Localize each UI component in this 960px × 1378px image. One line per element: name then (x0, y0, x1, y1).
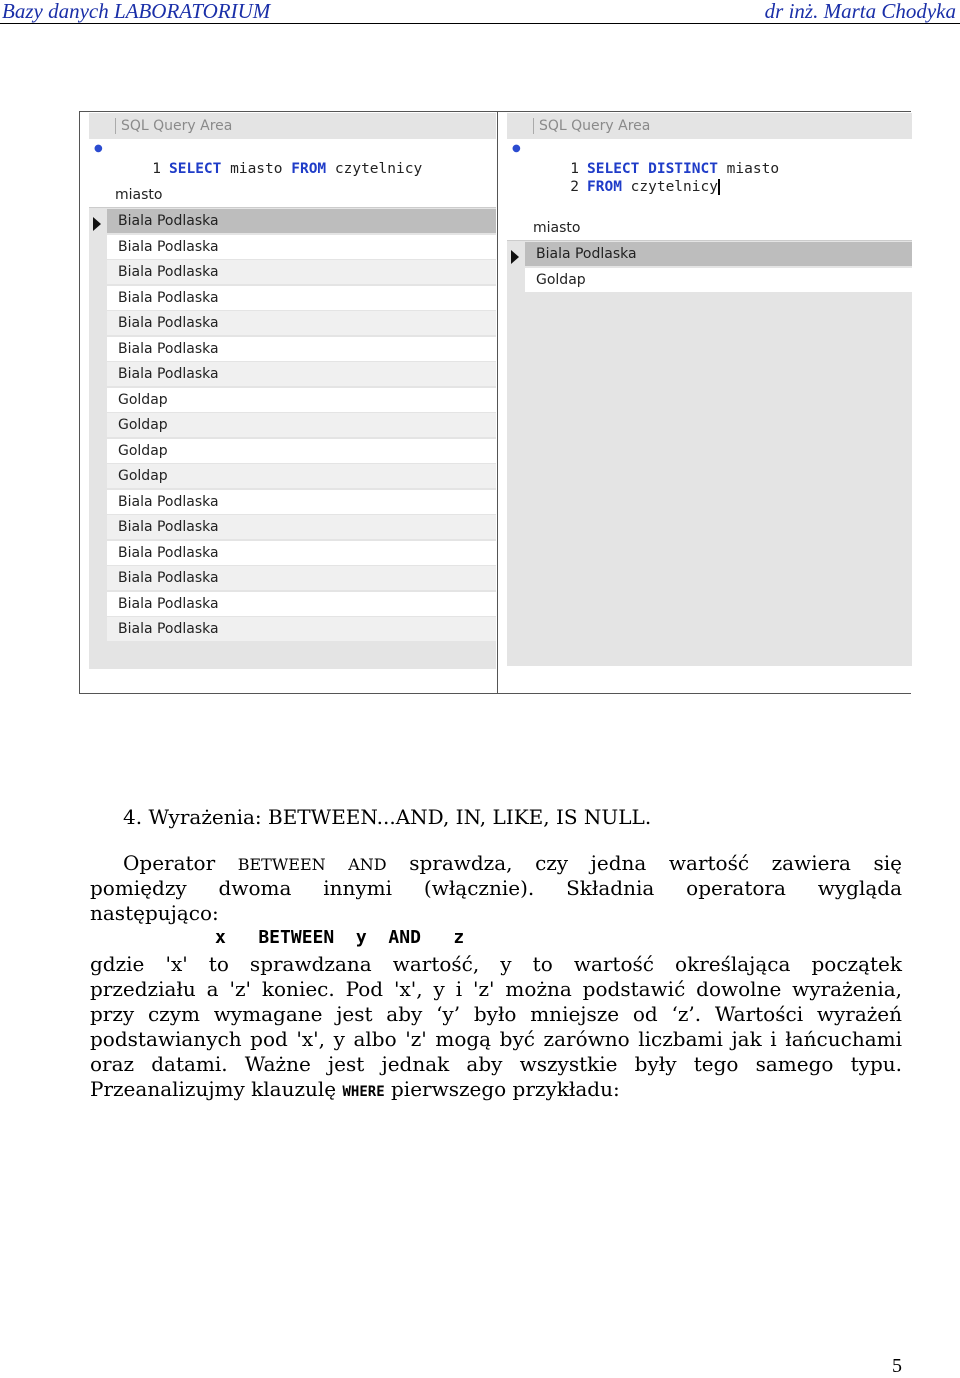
table-row[interactable]: Goldap (107, 439, 496, 464)
table-row[interactable]: Goldap (107, 388, 496, 413)
header-course-title: Bazy danych LABORATORIUM (2, 0, 271, 23)
table-row[interactable]: Biala Podlaska (107, 311, 496, 336)
table-row[interactable]: Biala Podlaska (525, 242, 912, 267)
sql-keyword: SELECT DISTINCT (587, 161, 718, 177)
left-query-panel (80, 112, 498, 693)
table-row[interactable]: Biala Podlaska (107, 209, 496, 234)
page-number: 5 (892, 1355, 902, 1377)
sql-editor[interactable] (507, 139, 912, 209)
code-line (89, 142, 423, 177)
keyword-and: AND (348, 855, 387, 874)
paragraph-line: przy czym wymagane jest aby ‘y’ było mniejsze od ‘z’. Wartości wyrażeń (90, 1002, 902, 1026)
keyword-where: WHERE (342, 1084, 385, 1100)
line-number: 2 (570, 179, 579, 195)
code-line (507, 142, 780, 177)
header-author: dr inż. Marta Chodyka (764, 0, 956, 23)
paragraph-line: Przeanalizujmy klauzulę WHERE pierwszego przykładu: (90, 1077, 620, 1101)
table-row[interactable]: Biala Podlaska (107, 337, 496, 362)
line-number: 1 (570, 161, 579, 177)
section-heading: 4. Wyrażenia: BETWEEN...AND, IN, LIKE, IS NULL. (123, 805, 652, 829)
sql-keyword: SELECT (169, 161, 222, 177)
paragraph-line: gdzie 'x' to sprawdzana wartość, y to wartość określająca początek (90, 952, 902, 976)
right-query-panel (498, 112, 912, 693)
results-grid (507, 215, 912, 666)
sql-editor[interactable] (89, 139, 496, 180)
sql-text: miasto (221, 161, 292, 177)
table-row[interactable]: Goldap (107, 413, 496, 438)
sql-text: miasto (717, 161, 780, 177)
query-area-title: SQL Query Area (507, 113, 912, 139)
paragraph-line: następująco: (90, 901, 219, 925)
header-rule (0, 23, 960, 24)
breakpoint-dot-icon: ● (94, 143, 103, 154)
table-row[interactable]: Goldap (525, 268, 912, 293)
table-row[interactable]: Biala Podlaska (107, 235, 496, 260)
table-row[interactable]: Biala Podlaska (107, 566, 496, 591)
table-row[interactable]: Biala Podlaska (107, 260, 496, 285)
sql-screenshot-figure (79, 111, 911, 694)
table-row[interactable]: Biala Podlaska (107, 490, 496, 515)
paragraph-line: oraz datami. Ważne jest jednak aby wszystkie były tego samego typu. (90, 1052, 902, 1076)
sql-text: czytelnicy (621, 179, 718, 195)
sql-text: czytelnicy (326, 161, 423, 177)
text-cursor (718, 179, 720, 195)
sql-keyword: FROM (587, 179, 622, 195)
table-row[interactable]: Biala Podlaska (107, 541, 496, 566)
table-row[interactable]: Biala Podlaska (107, 362, 496, 387)
current-row-pointer-icon (93, 217, 101, 231)
table-row[interactable]: Biala Podlaska (107, 286, 496, 311)
table-row[interactable]: Biala Podlaska (107, 592, 496, 617)
paragraph-line: podstawianych pod 'x', y albo 'z' mogą być zarówno liczbami jak i łańcuchami (90, 1027, 902, 1051)
table-row[interactable]: Biala Podlaska (107, 617, 496, 642)
line-number: 1 (152, 161, 161, 177)
current-row-pointer-icon (511, 250, 519, 264)
sql-keyword: FROM (291, 161, 327, 177)
table-row[interactable]: Biala Podlaska (107, 515, 496, 540)
paragraph-line: pomiędzy dwoma innymi (włącznie). Składnia operatora wygląda (90, 876, 902, 900)
column-header-miasto[interactable]: miasto (507, 215, 912, 241)
keyword-between: BETWEEN (237, 855, 326, 874)
paragraph-line: przedziału a 'z' koniec. Pod 'x', y i 'z' można podstawić dowolne wyrażenia, (90, 977, 902, 1001)
column-header-miasto[interactable]: miasto (89, 182, 496, 208)
syntax-example: x BETWEEN y AND z (215, 927, 465, 948)
results-grid (89, 182, 496, 669)
breakpoint-dot-icon: ● (512, 143, 521, 154)
page-header (0, 0, 960, 24)
table-row[interactable]: Goldap (107, 464, 496, 489)
paragraph-line: Operator BETWEEN AND sprawdza, czy jedna wartość zawiera się (123, 851, 902, 875)
query-area-title: SQL Query Area (89, 113, 496, 139)
